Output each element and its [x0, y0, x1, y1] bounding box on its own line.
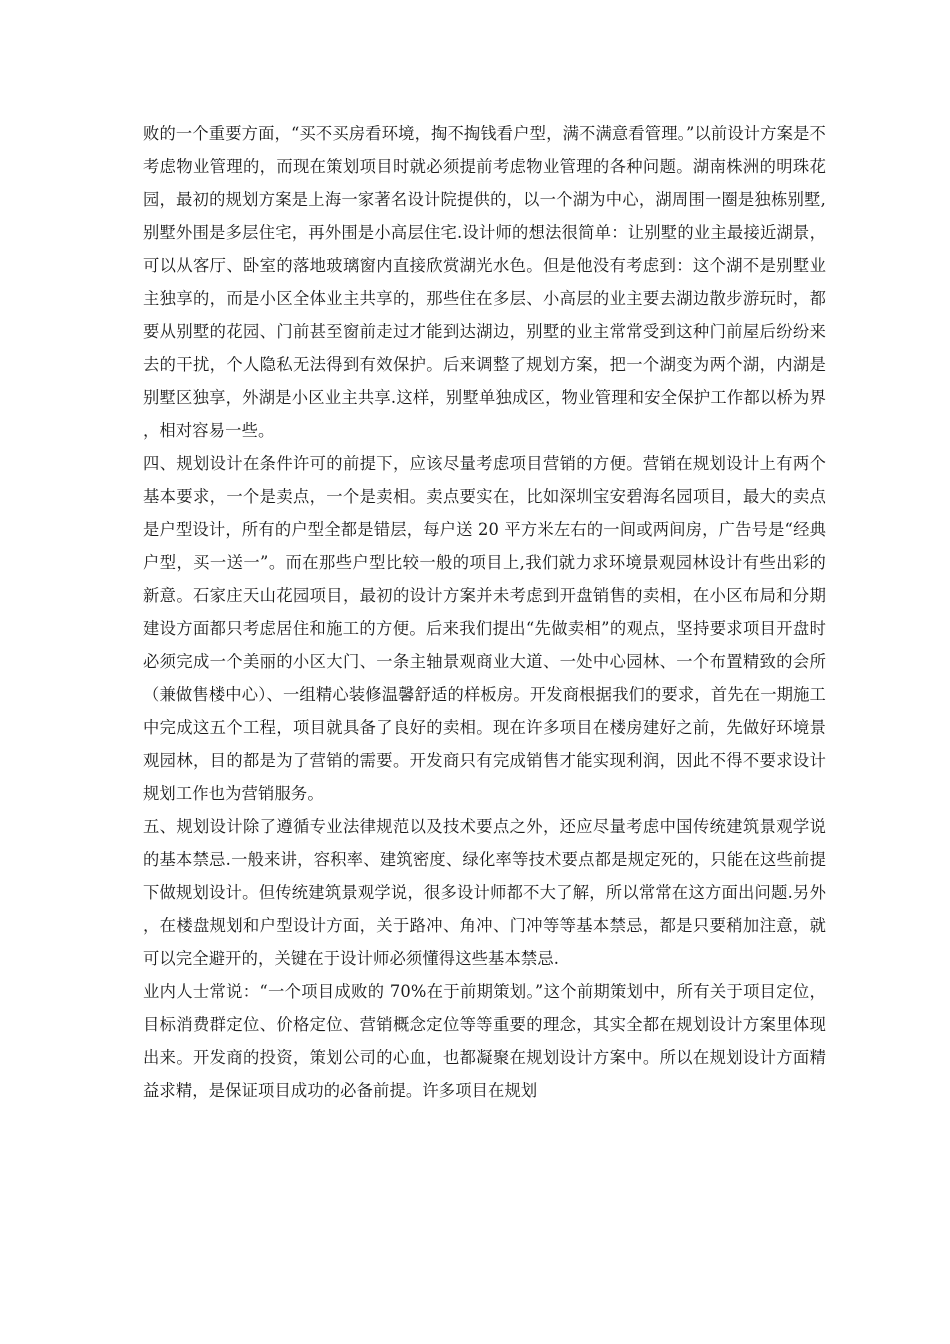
paragraph-marketing-section-4: 四、规划设计在条件许可的前提下，应该尽量考虑项目营销的方便。营销在规划设计上有两个基本要求，一个是卖点，一个是卖相。卖点要实在，比如深圳宝安碧海名园项目，最大的卖点是户型设计，所有的户型全都是错层，每户送 20 平方米左右的一间或两间房，广告号是“经典户型，买一送一”。而在那些户型比较一般的项目上,我们就力求环境景观园林设计有些出彩的新意。石家庄天山花园项目，最初的设计方案并未考虑到开盘销售的卖相，在小区布局和分期建设方面都只考虑居住和施工的方便。后来我们提出“先做卖相”的观点，坚持要求项目开盘时必须完成一个美丽的小区大门、一条主轴景观商业大道、一处中心园林、一个布置精致的会所（兼做售楼中心）、一组精心装修温馨舒适的样板房。开发商根据我们的要求，首先在一期施工中完成这五个工程，项目就具备了良好的卖相。现在许多项目在楼房建好之前，先做好环境景观园林，目的都是为了营销的需要。开发商只有完成销售才能实现利润，因此不得不要求设计规划工作也为营销服务。: [143, 454, 826, 803]
paragraph-traditional-taboos-section-5: 五、规划设计除了遵循专业法律规范以及技术要点之外，还应尽量考虑中国传统建筑景观学说的基本禁忌.一般来讲，容积率、建筑密度、绿化率等技术要点都是规定死的，只能在这些前提下做规划设计。但传统建筑景观学说，很多设计师都不大了解，所以常常在这方面出问题.另外，在楼盘规划和户型设计方面，关于路冲、角冲、门冲等等基本禁忌，都是只要稍加注意，就可以完全避开的，关键在于设计师必须懂得这些基本禁忌.: [143, 817, 826, 968]
paragraph-planning-importance: 业内人士常说：“一个项目成败的 70%在于前期策划。”这个前期策划中，所有关于项目定位，目标消费群定位、价格定位、营销概念定位等等重要的理念，其实全都在规划设计方案里体现出来。开发商的投资，策划公司的心血，也都凝聚在规划设计方案中。所以在规划设计方面精益求精，是保证项目成功的必备前提。许多项目在规划: [143, 982, 826, 1100]
document-body: [143, 117, 826, 1107]
paragraph-property-management: 败的一个重要方面，“买不买房看环境，掏不掏钱看户型，满不满意看管理。”以前设计方案是不考虑物业管理的，而现在策划项目时就必须提前考虑物业管理的各种问题。湖南株洲的明珠花园，最初的规划方案是上海一家著名设计院提供的，以一个湖为中心，湖周围一圈是独栋别墅,别墅外围是多层住宅，再外围是小高层住宅.设计师的想法很简单：让别墅的业主最接近湖景，可以从客厅、卧室的落地玻璃窗内直接欣赏湖光水色。但是他没有考虑到：这个湖不是别墅业主独享的，而是小区全体业主共享的，那些住在多层、小高层的业主要去湖边散步游玩时，都要从别墅的花园、门前甚至窗前走过才能到达湖边，别墅的业主常常受到这种门前屋后纷纷来去的干扰，个人隐私无法得到有效保护。后来调整了规划方案，把一个湖变为两个湖，内湖是别墅区独享，外湖是小区业主共享.这样，别墅单独成区，物业管理和安全保护工作都以桥为界，相对容易一些。: [143, 124, 826, 440]
